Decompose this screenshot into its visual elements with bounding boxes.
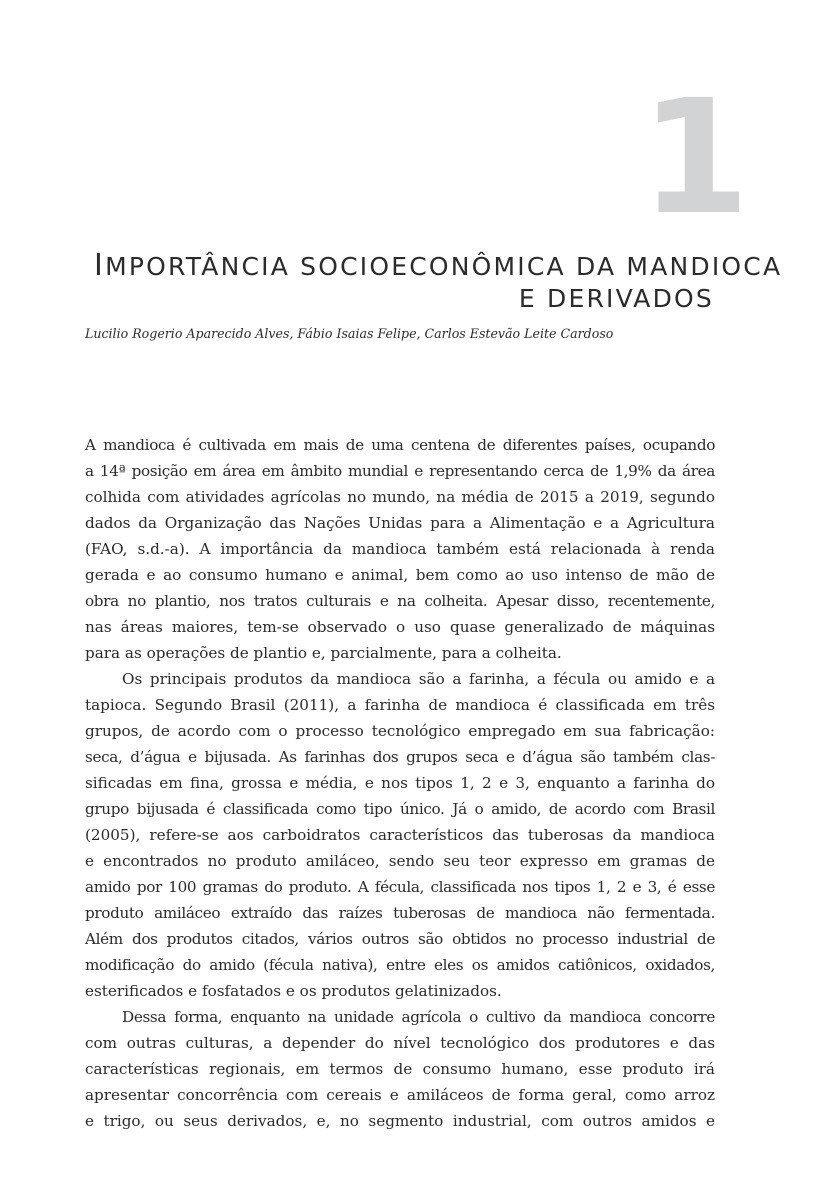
text-line: colhida com atividades agrícolas no mundo, na média de 2015 a 2019, segundo [85,488,715,506]
text-line: grupos, de acordo com o processo tecnológico empregado em sua fabricação: [85,722,715,740]
text-line: seca, d’água e bijusada. As farinhas dos grupos seca e d’água são também clas- [85,748,715,766]
text-line: sificadas em fina, grossa e média, e nos tipos 1, 2 e 3, enquanto a farinha do [85,774,715,792]
text-line: nas áreas maiores, tem-se observado o uso quase generalizado de máquinas [85,618,715,636]
chapter-title-line-2: E DERIVADOS [518,284,714,313]
chapter-body [85,432,715,1134]
text-line: a 14ª posição em área em âmbito mundial e representando cerca de 1,9% da área [85,462,715,480]
chapter-title [94,248,783,315]
text-line: grupo bijusada é classificada como tipo único. Já o amido, de acordo com Brasil [85,800,715,818]
text-line: Além dos produtos citados, vários outros são obtidos no processo industrial de [85,930,715,948]
chapter-number: 1 [640,66,746,250]
text-line: (2005), refere-se aos carboidratos característicos das tuberosas da mandioca [85,826,715,844]
text-line: Dessa forma, enquanto na unidade agrícola o cultivo da mandioca concorre [122,1008,715,1026]
text-line: características regionais, em termos de consumo humano, esse produto irá [85,1060,715,1078]
text-line: amido por 100 gramas do produto. A fécula, classificada nos tipos 1, 2 e 3, é esse [85,878,715,896]
chapter-authors: Lucilio Rogerio Aparecido Alves, Fábio Isaias Felipe, Carlos Estevão Leite Cardoso [85,326,614,341]
chapter-title-line-1 [94,248,783,283]
text-line: esterificados e fosfatados e os produtos gelatinizados. [85,982,502,1000]
text-line: tapioca. Segundo Brasil (2011), a farinha de mandioca é classificada em três [85,696,715,714]
paragraph-3 [85,1004,715,1134]
paragraph-2 [85,666,715,1004]
text-line: A mandioca é cultivada em mais de uma centena de diferentes países, ocupando [85,436,715,454]
text-line: gerada e ao consumo humano e animal, bem como ao uso intenso de mão de [85,566,715,584]
chapter-title-initial: I [94,248,106,283]
text-line: obra no plantio, nos tratos culturais e na colheita. Apesar disso, recentemente, [85,592,715,610]
text-line: dados da Organização das Nações Unidas para a Alimentação e a Agricultura [85,514,715,532]
text-line: e encontrados no produto amiláceo, sendo seu teor expresso em gramas de [85,852,715,870]
text-line: (FAO, s.d.-a). A importância da mandioca também está relacionada à renda [85,540,715,558]
text-line: Os principais produtos da mandioca são a farinha, a fécula ou amido e a [122,670,715,688]
chapter-title-line-1-text: MPORTÂNCIA SOCIOECONÔMICA DA MANDIOCA [105,252,783,281]
text-line: apresentar concorrência com cereais e amiláceos de forma geral, como arroz [85,1086,715,1104]
paragraph-1 [85,432,715,666]
text-line: produto amiláceo extraído das raízes tuberosas de mandioca não fermentada. [85,904,715,922]
text-line: com outras culturas, a depender do nível tecnológico dos produtores e das [85,1034,715,1052]
text-line: e trigo, ou seus derivados, e, no segmento industrial, com outros amidos e [85,1112,715,1130]
text-line: para as operações de plantio e, parcialmente, para a colheita. [85,644,562,662]
text-line: modificação do amido (fécula nativa), entre eles os amidos catiônicos, oxidados, [85,956,715,974]
